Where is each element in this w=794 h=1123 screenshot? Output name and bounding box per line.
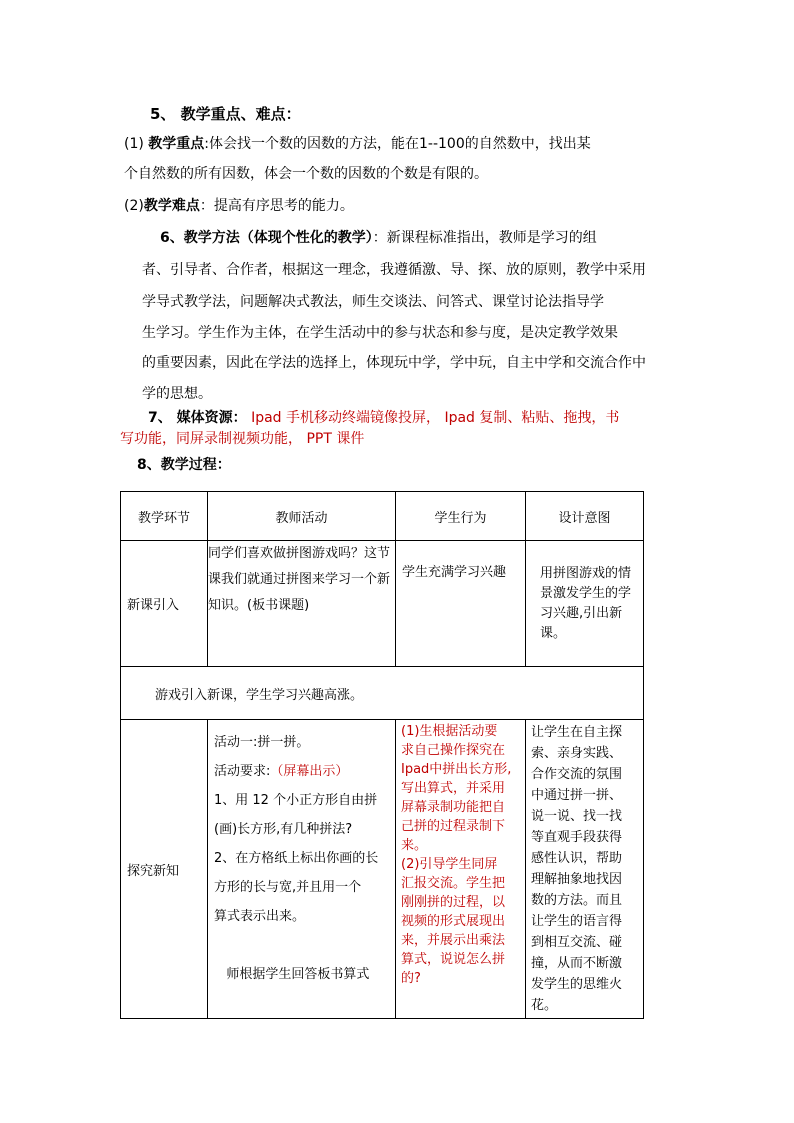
intent-line: 合作交流的氛围 xyxy=(531,767,623,782)
teacher-line: 师根据学生回答板书算式 xyxy=(214,967,370,982)
media-line1 xyxy=(148,408,619,428)
teacher-line: 1、用 12 个小正方形自由拼 xyxy=(214,793,378,808)
method-text-1: ：新课程标准指出，教师是学习的组 xyxy=(372,230,597,246)
student-line: (2)引导学生同屏 xyxy=(401,857,498,872)
difficulty-prefix: (2) xyxy=(124,198,144,214)
teacher-line: 活动一:拼一拼。 xyxy=(214,735,310,750)
intent-line: 中通过拼一拼、 xyxy=(531,788,623,803)
method-text-2: 者、引导者、合作者，根据这一理念，我遵循激、导、探、放的原则，教学中采用 xyxy=(142,262,646,278)
summary-text: 游戏引入新课，学生学习兴趣高涨。 xyxy=(121,667,644,720)
intent-line: 等直观手段获得 xyxy=(531,830,623,845)
teacher-explore xyxy=(208,720,396,1019)
student-line: 视频的形式展现出 xyxy=(401,914,506,929)
table-header-row xyxy=(121,492,644,541)
key-point-text: :体会找一个数的因数的方法，能在1--100的自然数中，找出某 xyxy=(204,136,591,152)
student-line: 屏幕录制功能把自 xyxy=(401,800,506,815)
method-text-4: 生学习。学生作为主体，在学生活动中的参与状态和参与度，是决定教学效果 xyxy=(142,325,618,341)
teacher-line: (画)长方形,有几种拼法? xyxy=(214,822,353,837)
header-intent: 设计意图 xyxy=(526,492,644,541)
student-explore xyxy=(396,720,526,1019)
key-point-label: 教学重点 xyxy=(148,136,205,152)
key-point-prefix: (1) xyxy=(124,136,149,152)
student-line: 汇报交流。学生把 xyxy=(401,876,506,891)
section5-title: 5、 教学重点、难点： xyxy=(150,105,301,123)
table-row-intro xyxy=(121,541,644,667)
teacher-line: 2、在方格纸上标出你画的长 xyxy=(214,851,379,866)
method-title: 6、教学方法（体现个性化的教学） xyxy=(160,230,373,246)
intent-line: 到相互交流、碰 xyxy=(531,935,623,950)
teacher-intro: 同学们喜欢做拼图游戏吗？这节课我们就通过拼图来学习一个新知识。(板书课题) xyxy=(208,541,396,667)
header-stage: 教学环节 xyxy=(121,492,208,541)
intent-line: 发学生的思维火 xyxy=(531,977,623,992)
difficulty-line xyxy=(124,196,354,216)
media-text-1: Ipad 手机移动终端镜像投屏， Ipad 复制、粘贴、拖拽，书 xyxy=(246,410,620,426)
student-line: 来。 xyxy=(401,838,428,853)
section8-title: 8、教学过程： xyxy=(137,457,231,473)
method-text-3: 学导式教学法，问题解决式教法，师生交谈法、问答式、课堂讨论法指导学 xyxy=(142,294,604,310)
stage-explore: 探究新知 xyxy=(121,720,208,1019)
table-row-summary xyxy=(121,667,644,720)
student-line: 算式，说说怎么拼 xyxy=(401,952,506,967)
key-point-line2: 个自然数的所有因数，体会一个数的因数的个数是有限的。 xyxy=(124,166,488,182)
intent-explore xyxy=(526,720,644,1019)
student-intro: 学生充满学习兴趣 xyxy=(396,541,526,667)
intent-line: 感性认识，帮助 xyxy=(531,851,623,866)
teacher-line xyxy=(214,931,389,960)
teacher-line: 方形的长与宽,并且用一个 xyxy=(214,880,362,895)
intent-line: 花。 xyxy=(531,998,558,1013)
stage-intro: 新课引入 xyxy=(121,541,208,667)
difficulty-label: 教学难点 xyxy=(143,198,200,214)
student-line: Ipad中拼出长方形, xyxy=(401,762,512,777)
student-line: 写出算式，并采用 xyxy=(401,781,506,796)
student-line: 己拼的过程录制下 xyxy=(401,819,506,834)
student-line: 刚刚拼的过程，以 xyxy=(401,895,506,910)
teacher-line: 活动要求:（屏幕出示） xyxy=(214,764,349,779)
method-text-5: 的重要因素，因此在学法的选择上，体现玩中学，学中玩，自主中学和交流合作中 xyxy=(142,355,646,371)
header-student: 学生行为 xyxy=(396,492,526,541)
teaching-process-table xyxy=(120,491,644,1019)
teacher-line: 算式表示出来。 xyxy=(214,909,306,924)
intent-line: 撞，从而不断激 xyxy=(531,956,623,971)
intent-line: 索、亲身实践、 xyxy=(531,746,623,761)
method-line1 xyxy=(160,228,597,248)
table-row-explore xyxy=(121,720,644,1019)
key-point-line1 xyxy=(124,134,591,154)
intent-line: 让学生在自主探 xyxy=(531,725,623,740)
intent-line: 理解抽象地找因 xyxy=(531,872,623,887)
intent-line: 数的方法。而且 xyxy=(531,893,623,908)
header-teacher: 教师活动 xyxy=(208,492,396,541)
difficulty-text: ：提高有序思考的能力。 xyxy=(199,198,354,214)
intent-line: 说一说、找一找 xyxy=(531,809,623,824)
student-line: 的? xyxy=(401,971,421,986)
media-title: 7、 媒体资源： xyxy=(148,410,247,426)
media-text-2: 写功能，同屏录制视频功能， PPT 课件 xyxy=(120,431,365,447)
intent-intro: 用拼图游戏的情景激发学生的学习兴趣,引出新课。 xyxy=(526,541,644,667)
student-line: 来，并展示出乘法 xyxy=(401,933,506,948)
student-line: 求自己操作探究在 xyxy=(401,743,506,758)
student-line: (1)生根据活动要 xyxy=(401,724,498,739)
intent-line: 让学生的语言得 xyxy=(531,914,623,929)
method-text-6: 学的思想。 xyxy=(142,386,212,402)
